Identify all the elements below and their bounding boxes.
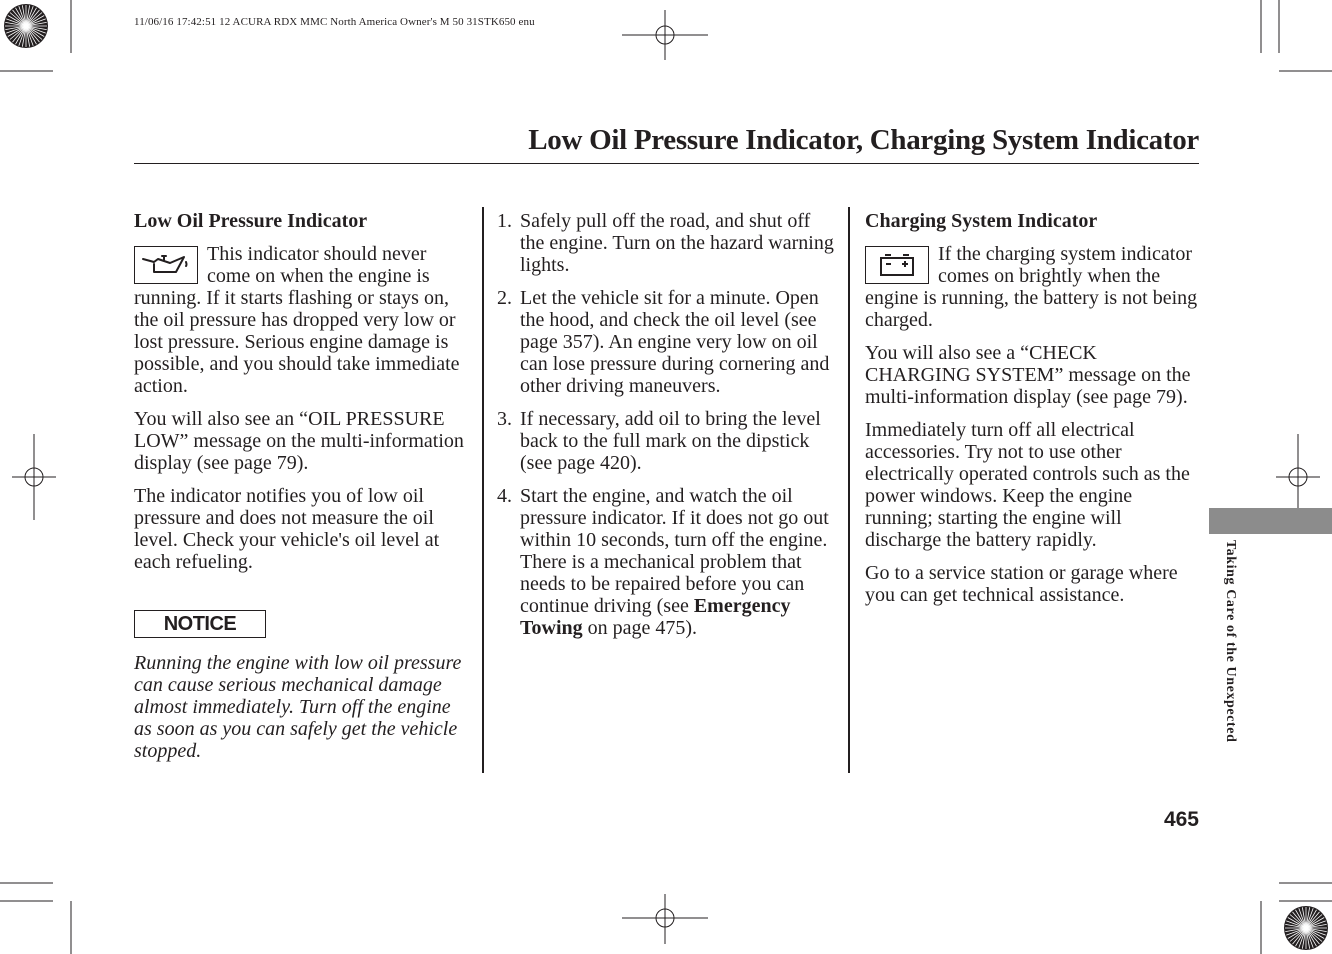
charging-heading: Charging System Indicator [865,210,1098,232]
low-oil-heading: Low Oil Pressure Indicator [134,210,368,232]
step-text: Let the vehicle sit for a minute. Open the hood, and check the oil level (see page 357). An engine very low on oil can lose pressure during cornering and other driving maneuvers. [520,287,830,397]
step-number: 2. [497,287,512,309]
page-title: Low Oil Pressure Indicator, Charging System Indicator [528,124,1199,156]
low-oil-paragraph-3: The indicator notifies you of low oil pressure and does not measure the oil level. Check your vehicle's oil level at each refueling. [134,485,440,573]
step-2 [497,287,837,397]
title-rule [134,163,1199,164]
step-list [497,210,837,639]
charging-paragraph-2: You will also see a “CHECK CHARGING SYSTEM” message on the multi-information display (see page 79). [865,342,1191,408]
print-slug: 11/06/16 17:42:51 12 ACURA RDX MMC North America Owner's M 50 31STK650 enu [134,16,535,28]
step-number: 4. [497,485,512,507]
notice-label: NOTICE [134,610,266,638]
column-steps [497,210,837,650]
page-number: 465 [1163,808,1199,831]
notice-text: Running the engine with low oil pressure can cause serious mechanical damage almost immediately. Turn off the engine as soon as you can safely get the vehicle stopped. [134,652,462,762]
column-divider-2 [848,207,850,773]
charging-paragraph-3: Immediately turn off all electrical accessories. Try not to use other electrically operated controls such as the power windows. Keep the engine running; starting the engine will discharge the battery rapidly. [865,419,1190,551]
starburst-mark-top-left [4,4,48,48]
section-tab [1209,508,1332,534]
step-text: Safely pull off the road, and shut off the engine. Turn on the hazard warning lights. [520,210,834,276]
low-oil-paragraph-1: This indicator should never come on when the engine is running. If it starts flashing or stays on, the oil pressure has dropped very low or lost pressure. Serious engine damage is possible, and you should take immediate action. [134,243,460,397]
column-divider-1 [482,207,484,773]
low-oil-paragraph-2: You will also see an “OIL PRESSURE LOW” message on the multi-information display (see page 79). [134,408,464,474]
step-text: If necessary, add oil to bring the level back to the full mark on the dipstick (see page 420). [520,408,821,474]
step-1 [497,210,837,276]
step-text: Start the engine, and watch the oil pressure indicator. If it does not go out within 10 seconds, turn off the engine. There is a mechanical problem that needs to be repaired before you can continue driving (see [520,485,829,617]
step-text-end: on page 475). [582,617,698,639]
starburst-mark-bottom-right [1284,906,1328,950]
oil-can-icon [134,246,198,284]
charging-paragraph-1: If the charging system indicator comes on brightly when the engine is running, the battery is not being charged. [865,243,1198,331]
step-number: 3. [497,408,512,430]
emergency-towing-reference: Emergency Towing [520,595,791,639]
step-4 [497,485,837,639]
column-charging-system [865,210,1199,617]
battery-icon [865,246,929,284]
section-label: Taking Care of the Unexpected [1223,540,1238,743]
step-3 [497,408,837,474]
charging-paragraph-4: Go to a service station or garage where you can get technical assistance. [865,562,1178,606]
step-number: 1. [497,210,512,232]
column-low-oil-pressure [134,210,470,773]
